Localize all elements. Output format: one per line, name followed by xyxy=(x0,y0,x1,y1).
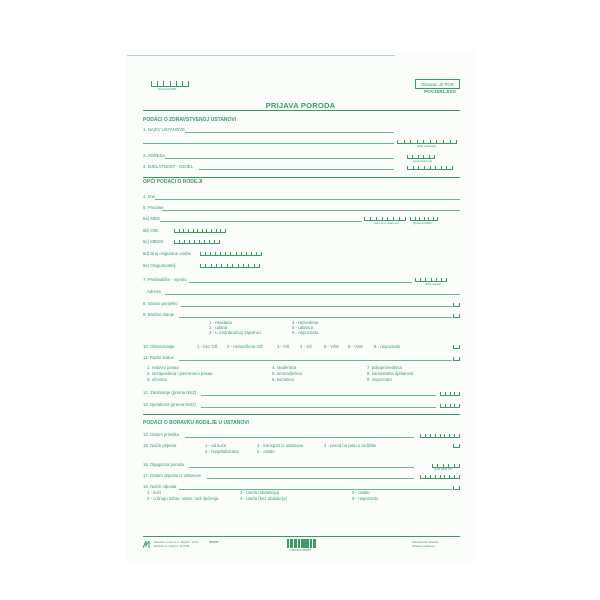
work-option-3: 3. učenica xyxy=(147,377,167,382)
education-option-5: 5 - VŠS xyxy=(324,344,339,349)
field-insurer-label: 6e) Osiguravatelj xyxy=(143,263,176,268)
mbg-caption-1: (redni broj ustanove) xyxy=(373,221,399,225)
field-last-name-line[interactable] xyxy=(162,210,460,211)
field-occupation-line[interactable] xyxy=(201,395,436,396)
discharge-option-1: 1 - kući xyxy=(147,490,161,495)
field-diagnosis-label: 16. Dijagnoza poroda xyxy=(143,462,184,467)
field-department-label: 3. DJELATNOST - ODJEL xyxy=(143,164,193,169)
field-institution-name-line[interactable] xyxy=(185,132,394,133)
work-status-box[interactable] xyxy=(453,357,460,361)
section-rule-2 xyxy=(143,414,460,415)
marital-status-box[interactable] xyxy=(453,314,460,318)
field-department-line[interactable] xyxy=(199,169,394,170)
top-border-line xyxy=(127,55,395,56)
section-stay-heading: PODACI O BORAVKU RODILJE U USTANOVI xyxy=(143,420,249,426)
institution-code-caption: (šifra ustanove) xyxy=(417,144,437,148)
field-marital-status-line[interactable] xyxy=(179,317,452,318)
admission-mode-box[interactable] xyxy=(453,444,460,448)
institution-code-boxes[interactable] xyxy=(397,140,457,143)
field-work-status-line[interactable] xyxy=(179,360,452,361)
order-number-boxes[interactable] xyxy=(151,79,189,86)
foreign-origin-box[interactable] xyxy=(453,303,460,307)
form-code-stamp: Obrazac JZ POR xyxy=(415,79,460,89)
admission-option-5: 5 - ostalo xyxy=(257,449,275,454)
mbg-caption-2: (spremiti MBG) xyxy=(413,221,432,225)
education-option-3: 3 - OŠ xyxy=(277,344,290,349)
field-institution-name-label: 1. NAZIV USTANOVE xyxy=(143,127,185,132)
postal-code-caption: (poštanski broj) xyxy=(413,159,433,163)
field-residence-label: 7. Prebivalište - mjesto xyxy=(143,277,187,282)
admission-date-boxes[interactable] xyxy=(420,434,460,437)
marital-option-3: 3 - u izvanbračnoj zajednici xyxy=(209,330,261,335)
work-option-9: 9. nepoznato xyxy=(367,377,392,382)
field-discharge-mode-label: 18. Način otpusta xyxy=(143,484,177,489)
field-institution-name-line-2[interactable] xyxy=(143,143,394,144)
mbg-boxes-1[interactable] xyxy=(364,217,406,220)
form-page xyxy=(127,51,474,561)
work-option-6: 6. kućanica xyxy=(272,377,294,382)
institution-caption: Obrazac ustanove xyxy=(412,544,435,548)
education-option-2: 2 - nezavršena OŠ xyxy=(227,344,263,349)
field-mboo-label: 6c) MBOO xyxy=(143,239,164,244)
occupation-code-boxes[interactable] xyxy=(440,392,460,395)
work-option-5: 5. umirovljenica xyxy=(272,371,302,376)
department-code-boxes[interactable] xyxy=(407,166,453,169)
field-marital-status-label: 9. Bračno stanje xyxy=(143,312,175,317)
field-insured-number-label: 6d) Broj osigurane osobe xyxy=(143,251,192,256)
education-option-1: 1 - bez OŠ xyxy=(197,344,218,349)
field-occupation-label: 12. Zanimanje (prema NKZ) xyxy=(143,390,197,395)
field-discharge-date-label: 17. Datum otpusta iz ustanove xyxy=(143,473,202,478)
field-work-status-label: 11. Radni status xyxy=(143,355,174,360)
education-option-6: 6 - VSS xyxy=(348,344,363,349)
section-rule-1 xyxy=(143,177,460,178)
field-mbg-line[interactable] xyxy=(160,221,362,222)
admission-option-4: 4 - porod na putu u rodilište xyxy=(324,443,377,448)
work-option-1: 1. redovni posao xyxy=(147,365,179,370)
insured-number-boxes[interactable] xyxy=(200,252,262,255)
field-first-name-line[interactable] xyxy=(155,199,460,200)
barcode-icon xyxy=(287,539,319,548)
field-admission-date-label: 14. Datum primitka xyxy=(143,432,180,437)
field-diagnosis-line[interactable] xyxy=(189,467,414,468)
field-admission-mode-label: 15. Način prijema xyxy=(143,443,177,448)
field-foreign-origin-line[interactable] xyxy=(181,306,452,307)
catalog-code: 031596 xyxy=(209,540,219,544)
education-option-4: 4 - SŠ xyxy=(300,344,312,349)
barcode-number: 3 850004 005683 xyxy=(289,548,311,552)
oib-boxes[interactable] xyxy=(174,229,226,232)
residence-code-boxes[interactable] xyxy=(415,278,447,281)
confidential-label: POVJERLJIVO xyxy=(424,89,456,94)
marital-option-5: 5 - udovica xyxy=(292,325,314,330)
field-discharge-mode-line[interactable] xyxy=(179,489,452,490)
field-address-label: 2. ADRESA xyxy=(143,153,166,158)
admission-option-1: 1 - od kuće xyxy=(205,443,227,448)
marital-option-4: 4 - razvedena xyxy=(292,320,319,325)
work-option-8: 8. samostalna djelatnost xyxy=(367,371,414,376)
discharge-mode-box[interactable] xyxy=(453,486,460,490)
section-institution-heading: PODACI O ZDRAVSTVENOJ USTANOVI xyxy=(143,117,237,123)
title-rule xyxy=(143,110,460,111)
marital-option-1: 1 - neudana xyxy=(209,320,232,325)
field-discharge-date-line[interactable] xyxy=(207,478,414,479)
work-option-2: 2. nezaposlena i povremeni posao xyxy=(147,371,213,376)
discharge-date-boxes[interactable] xyxy=(420,475,460,478)
field-first-name-label: 4. Ime xyxy=(143,194,155,199)
insurer-boxes[interactable] xyxy=(200,264,260,267)
marital-option-2: 2 - udana xyxy=(209,325,228,330)
mbg-boxes-2[interactable] xyxy=(410,217,438,220)
field-education-label: 10. Obrazovanje xyxy=(143,344,175,349)
discharge-option-3: 3 - umrla (obdukcija) xyxy=(240,490,280,495)
field-activity-line[interactable] xyxy=(201,407,436,408)
discharge-option-4: 4 - umrla (bez obdukcije) xyxy=(240,496,288,501)
education-box[interactable] xyxy=(453,345,460,349)
discharge-option-2: 2 - u drugu zdrav. ustan. radi liječenja xyxy=(147,496,219,501)
order-number-caption: Naručitelj RBR xyxy=(158,87,177,91)
field-address-line[interactable] xyxy=(165,158,394,159)
field-oib-label: 6b) OIB xyxy=(143,228,158,233)
postal-code-boxes[interactable] xyxy=(407,155,435,158)
activity-code-boxes[interactable] xyxy=(440,404,460,407)
publisher-protection: Obrazac je zaštićen JZ POR xyxy=(154,544,190,548)
admission-option-3: 3 - transport iz ustanove xyxy=(257,443,304,448)
work-option-7: 7. poljoprivrednica xyxy=(367,365,402,370)
residence-code-caption: (šifra mjesta) xyxy=(425,282,442,286)
field-mbg-label: 6a) MBG xyxy=(143,216,161,221)
field-residence-line[interactable] xyxy=(189,282,412,283)
work-option-4: 4. studentica xyxy=(272,365,297,370)
admission-option-2: 2 - hospitalizirana xyxy=(205,449,239,454)
mboo-boxes[interactable] xyxy=(174,240,220,243)
discharge-option-5: 5 - ostalo xyxy=(352,490,370,495)
field-last-name-label: 5. Prezime xyxy=(143,205,164,210)
form-title: PRIJAVA PORODA xyxy=(265,101,336,110)
field-activity-label: 13. Djelatnost (prema NKD) xyxy=(143,402,196,407)
field-foreign-origin-label: 8. Strano porijeklo xyxy=(143,301,178,306)
publisher-name: Narodne novine d.d., Zagreb - 2011 xyxy=(154,540,199,544)
discharge-option-9: 9 - nepoznato xyxy=(352,496,379,501)
diagnosis-code-caption: (šifra MKB 10) xyxy=(434,467,452,471)
field-street-address-line[interactable] xyxy=(165,294,460,295)
section-mother-heading: OPĆI PODACI O RODILJI xyxy=(143,179,203,185)
education-option-9: 9 - nepoznato xyxy=(374,344,401,349)
field-admission-date-line[interactable] xyxy=(185,437,414,438)
publisher-logo-icon xyxy=(143,541,151,548)
signature-caption: Potpis/pečat zdravstv. xyxy=(412,540,440,544)
field-street-address-label: Adresa xyxy=(147,289,161,294)
footer-rule xyxy=(143,536,460,537)
marital-option-6: 6 - nepoznato xyxy=(292,330,319,335)
